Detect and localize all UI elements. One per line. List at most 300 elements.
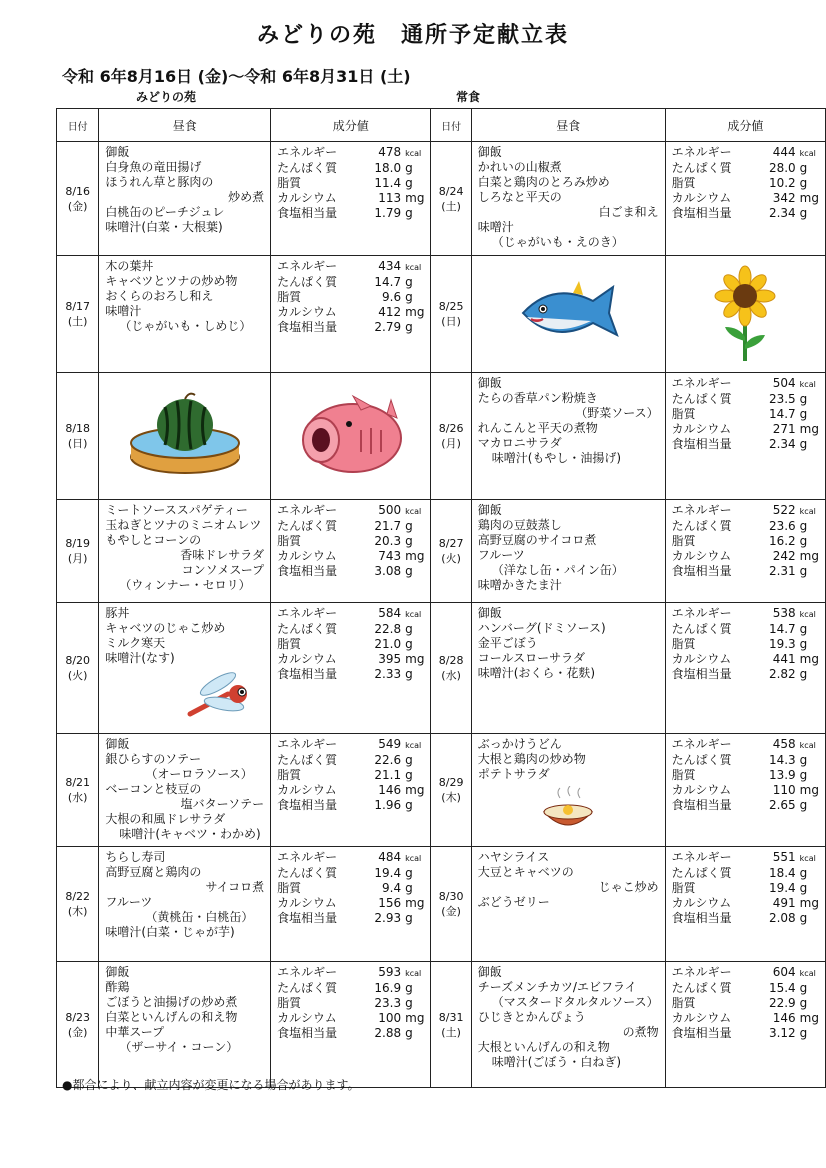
nutrient-unit: g [405,564,413,578]
nutrient-row-calcium [672,896,819,911]
nutrient-value: 18.4 [768,866,796,880]
menu-item: （野菜ソース） [575,406,659,420]
menu-item: 御飯 [105,145,130,159]
nutrient-name: カルシウム [671,896,732,910]
weekday-label: (土) [67,315,88,328]
nutrient-value: 21.0 [374,637,402,651]
nutrient-unit: g [405,176,413,190]
table-row [57,256,826,373]
header-nutrients-left: 成分値 [271,109,431,142]
nutrient-row-fat [277,996,424,1011]
nutrient-value: 11.4 [374,176,402,190]
menu-item: 味噌汁 [477,220,514,234]
nutrient-row-salt [277,1026,424,1041]
nutrient-value: 19.4 [768,881,796,895]
table-row [57,603,826,734]
nutrient-unit: g [799,392,808,406]
nutrient-unit: mg [799,896,819,910]
nutrient-value: 2.34 [768,437,796,451]
nutrient-value: 10.2 [768,176,796,190]
nutrient-unit: kcal [405,507,422,516]
menu-item: 白桃缶のピーチジュレ [105,205,225,219]
weekday-label: (金) [441,905,461,918]
nutrient-row-protein [672,981,819,996]
nutrient-unit: g [405,981,413,995]
nutrient-row-protein [277,519,424,534]
menu-item: （じゃがいも・えのき） [491,235,624,249]
nutrient-unit: mg [799,783,819,797]
nutrient-unit: mg [405,191,425,205]
nutrient-unit: g [405,753,413,767]
weekday-label: (木) [67,905,88,918]
nutrient-unit: g [799,753,808,767]
lunch-menu-cell [471,373,665,500]
nutrient-value: 3.08 [374,564,402,578]
table-row [57,373,826,500]
nutrient-name: エネルギー [277,965,338,979]
lunch-menu-cell [471,847,665,962]
nutrient-name: 脂質 [671,407,696,421]
nutrient-unit: g [405,1026,413,1040]
nutrient-row-calcium [277,652,424,667]
nutrient-unit: g [405,290,413,304]
nutrient-row-protein [277,866,424,881]
nutrient-name: 脂質 [277,176,302,190]
nutrient-row-fat [277,176,424,191]
lunch-menu-cell [471,962,665,1088]
nutrient-name: 脂質 [671,768,696,782]
nutrient-row-fat [277,768,424,783]
date-label: 8/18 [65,422,91,435]
menu-item: ごぼうと油揚げの炒め煮 [105,995,238,1009]
menu-item: ミートソーススパゲティー [105,503,248,517]
nutrient-cell [271,142,431,256]
nutrient-unit: kcal [799,741,816,750]
menu-item: 豚丼 [105,606,130,620]
weekday-label: (火) [441,552,461,565]
lunch-menu-cell [99,847,271,962]
weekday-label: (水) [441,669,461,682]
nutrient-row-protein [672,622,819,637]
nutrient-value: 15.4 [768,981,796,995]
nutrient-value: 2.31 [768,564,796,578]
nutrient-row-fat [672,407,819,422]
menu-item: 大豆とキャベツの [477,865,574,879]
date-cell [431,734,471,847]
weekday-label: (日) [441,315,461,328]
tuna-fish-illustration [471,256,665,373]
lunch-menu-cell [99,500,271,603]
menu-item: 高野豆腐のサイコロ煮 [477,533,597,547]
table-row [57,962,826,1088]
nutrient-unit: g [405,320,413,334]
nutrient-unit: g [405,798,413,812]
weekday-label: (火) [67,669,88,682]
date-cell [431,256,471,373]
menu-item: しろなと平天の [477,190,562,204]
menu-item: （ウィンナー・セロリ） [119,578,251,592]
nutrient-value: 14.7 [374,275,402,289]
nutrient-row-energy [277,965,424,981]
nutrient-name: たんぱく質 [671,392,732,406]
menu-item: 酢鶏 [105,980,130,994]
menu-item: ハンバーグ(ドミソース) [477,621,606,635]
nutrient-name: エネルギー [671,145,732,159]
nutrient-value: 584 [378,606,402,620]
nutrient-name: エネルギー [277,259,338,273]
nutrient-name: エネルギー [277,606,338,620]
nutrient-value: 14.3 [768,753,796,767]
nutrient-name: たんぱく質 [277,753,338,767]
nutrient-name: 脂質 [277,881,302,895]
nutrient-row-calcium [277,896,424,911]
nutrient-name: カルシウム [671,783,732,797]
nutrient-row-energy [277,259,424,275]
date-label: 8/27 [438,537,464,550]
nutrient-name: 食塩相当量 [671,564,732,578]
nutrient-value: 412 [378,305,402,319]
nutrient-unit: mg [799,422,819,436]
nutrient-unit: g [405,206,413,220]
nutrient-name: 脂質 [671,176,696,190]
nutrient-unit: g [405,637,413,651]
nutrient-value: 522 [772,503,796,517]
menu-item: 金平ごぼう [477,636,538,650]
nutrient-unit: mg [799,1011,819,1025]
nutrient-row-protein [672,161,819,176]
nutrient-row-energy [277,145,424,161]
nutrient-row-energy [277,503,424,519]
nutrient-value: 491 [772,896,796,910]
nutrient-row-calcium [277,305,424,320]
nutrient-unit: g [405,866,413,880]
nutrient-value: 3.12 [768,1026,796,1040]
nutrient-name: カルシウム [277,783,337,797]
weekday-label: (月) [441,437,461,450]
nutrient-value: 551 [772,850,796,864]
nutrient-row-salt [672,667,819,682]
nutrient-value: 2.33 [374,667,402,681]
nutrient-row-protein [277,753,424,768]
header-row [57,109,826,142]
weekday-label: (木) [441,791,461,804]
nutrient-value: 484 [378,850,402,864]
menu-item: （オーロラソース） [145,767,253,781]
date-cell [431,373,471,500]
menu-item: の煮物 [622,1025,659,1039]
date-cell [431,847,471,962]
nutrient-name: エネルギー [671,737,732,751]
nutrient-cell [271,847,431,962]
menu-item: 大根といんげんの和え物 [477,1040,610,1054]
date-label: 8/29 [438,776,464,789]
nutrient-row-energy [672,737,819,753]
menu-item: 味噌汁(もやし・油揚げ) [491,451,622,465]
nutrient-name: たんぱく質 [277,981,338,995]
menu-item: ぶっかけうどん [477,737,562,751]
nutrient-row-fat [277,290,424,305]
nutrient-name: たんぱく質 [671,753,732,767]
nutrient-name: 食塩相当量 [277,206,338,220]
nutrient-row-salt [672,1026,819,1041]
nutrient-unit: kcal [799,380,816,389]
nutrient-value: 444 [772,145,796,159]
menu-item: 御飯 [477,376,502,390]
weekday-label: (土) [441,199,461,213]
nutrient-row-salt [277,798,424,813]
menu-item: 味噌汁 [105,304,142,318]
nutrient-value: 21.7 [374,519,402,533]
date-label: 8/28 [438,654,464,667]
header-lunch-right: 昼食 [471,109,665,142]
nutrient-name: たんぱく質 [277,866,338,880]
date-cell [57,734,99,847]
lunch-menu-cell [471,142,665,256]
weekday-label: (土) [441,1025,461,1039]
nutrient-name: たんぱく質 [671,622,732,636]
weekday-label: (金) [67,1025,88,1039]
nutrient-value: 538 [772,606,796,620]
nutrient-row-energy [672,503,819,519]
nutrient-value: 478 [378,145,402,159]
nutrient-name: カルシウム [671,1011,732,1025]
nutrient-unit: g [799,1026,808,1040]
nutrient-row-salt [277,320,424,335]
nutrient-value: 21.1 [374,768,402,782]
menu-item: ほうれん草と豚肉の [105,175,214,189]
nutrient-value: 19.3 [768,637,796,651]
nutrient-unit: g [799,911,808,925]
nutrient-name: 食塩相当量 [671,437,732,451]
nutrient-unit: kcal [405,149,422,158]
menu-item: 白菜と鶏肉のとろみ炒め [477,175,610,189]
nutrient-row-protein [672,866,819,881]
date-cell [431,142,471,256]
nutrient-row-energy [277,850,424,866]
nutrient-value: 2.82 [768,667,796,681]
nutrient-unit: mg [405,896,425,910]
menu-item: 御飯 [105,737,130,751]
nutrient-unit: mg [405,1011,425,1025]
header-lunch-left: 昼食 [99,109,271,142]
nutrient-row-calcium [277,1011,424,1026]
nutrient-unit: kcal [405,854,422,863]
lunch-menu-cell [99,962,271,1088]
nutrient-value: 23.5 [768,392,796,406]
header-date-right: 日付 [431,109,471,142]
menu-item: 白ごま和え [598,205,659,219]
nutrient-name: エネルギー [671,965,732,979]
lunch-menu-cell [471,500,665,603]
nutrient-row-energy [672,376,819,392]
menu-item: ベーコンと枝豆の [105,782,202,796]
nutrient-row-calcium [277,191,424,206]
date-label: 8/30 [438,890,464,903]
weekday-label: (金) [67,199,88,213]
nutrient-name: カルシウム [671,191,732,205]
nutrient-value: 395 [378,652,402,666]
nutrient-value: 110 [772,783,796,797]
nutrient-value: 342 [772,191,796,205]
nutrient-unit: mg [799,191,819,205]
menu-item: ぶどうゼリー [477,895,550,909]
nutrient-unit: kcal [799,149,816,158]
nutrient-name: カルシウム [277,652,337,666]
nutrient-unit: mg [405,305,425,319]
period-range: 令和 6年8月16日 (金)～令和 6年8月31日 (土) [62,67,411,86]
nutrient-name: たんぱく質 [671,161,732,175]
nutrient-row-energy [277,606,424,622]
nutrient-value: 13.9 [768,768,796,782]
nutrient-row-protein [277,622,424,637]
menu-item: 味噌汁(キャベツ・わかめ) [119,827,261,841]
nutrient-unit: g [799,637,808,651]
dragonfly-illustration [105,670,264,730]
menu-item: コールスローサラダ [477,651,586,665]
nutrient-row-protein [277,981,424,996]
nutrient-row-fat [277,637,424,652]
nutrient-value: 23.3 [374,996,402,1010]
nutrient-unit: kcal [405,263,422,272]
nutrient-unit: mg [405,783,425,797]
weekday-label: (月) [67,552,88,565]
date-label: 8/22 [65,890,91,903]
nutrient-name: 食塩相当量 [277,320,338,334]
nutrient-row-salt [277,911,424,926]
nutrient-row-calcium [672,652,819,667]
nutrient-name: たんぱく質 [277,275,338,289]
nutrient-unit: g [405,161,413,175]
nutrient-value: 9.4 [382,881,402,895]
meal-type: 常食 [456,90,481,104]
menu-item: （じゃがいも・しめじ） [119,319,252,333]
menu-item: ひじきとかんぴょう [477,1010,586,1024]
nutrient-name: エネルギー [277,737,338,751]
sunflower-illustration [665,256,825,373]
menu-item: チーズメンチカツ/エビフライ [477,980,637,994]
nutrient-unit: g [799,176,808,190]
date-cell [431,500,471,603]
menu-item: キャベツとツナの炒め物 [105,274,238,288]
menu-item: 御飯 [477,606,502,620]
menu-item: ミルク寒天 [105,636,166,650]
nutrient-name: エネルギー [671,376,732,390]
date-label: 8/31 [438,1010,464,1024]
menu-item: おくらのおろし和え [105,289,214,303]
nutrient-row-salt [672,564,819,579]
nutrient-cell [271,603,431,734]
nutrient-row-energy [672,965,819,981]
nutrient-unit: g [799,881,808,895]
nutrient-unit: g [405,768,413,782]
nutrient-row-calcium [672,422,819,437]
nutrient-row-calcium [672,549,819,564]
nutrient-value: 2.88 [374,1026,402,1040]
date-label: 8/23 [65,1010,91,1024]
menu-item: れんこんと平天の煮物 [477,421,598,435]
nutrient-value: 743 [378,549,402,563]
nutrient-unit: kcal [405,741,422,750]
nutrient-row-protein [277,275,424,290]
menu-item: 銀ひらすのソテー [105,752,202,766]
nutrient-row-salt [277,206,424,221]
menu-item: 塩バターソテー [180,797,265,811]
nutrient-row-protein [277,161,424,176]
nutrient-value: 14.7 [768,407,796,421]
nutrient-value: 23.6 [768,519,796,533]
nutrient-cell [271,734,431,847]
nutrient-name: エネルギー [671,850,732,864]
menu-item: サイコロ煮 [205,880,265,894]
date-cell [57,256,99,373]
nutrient-unit: g [405,622,413,636]
menu-item: 中華スープ [105,1025,165,1039]
nutrient-name: カルシウム [671,652,732,666]
date-cell [431,962,471,1088]
nutrient-name: カルシウム [671,549,732,563]
nutrient-value: 9.6 [382,290,402,304]
nutrient-row-salt [672,798,819,813]
nutrient-name: カルシウム [277,305,337,319]
lunch-menu-cell [99,603,271,734]
menu-item: 香味ドレサラダ [180,548,265,562]
menu-item: 大根の和風ドレサラダ [105,812,226,826]
menu-item: 炒め煮 [228,190,265,204]
nutrient-name: 食塩相当量 [671,667,732,681]
nutrient-name: カルシウム [671,422,732,436]
menu-item: ハヤシライス [477,850,550,864]
nutrient-name: カルシウム [277,896,337,910]
nutrient-name: 食塩相当量 [277,911,338,925]
nutrient-value: 2.08 [768,911,796,925]
nutrient-unit: g [799,407,808,421]
nutrient-unit: mg [405,652,425,666]
nutrient-cell [665,962,825,1088]
nutrient-value: 22.6 [374,753,402,767]
nutrient-row-energy [672,850,819,866]
nutrient-value: 242 [772,549,796,563]
pig-mosquito-coil-illustration [271,373,431,500]
menu-item: 味噌汁(ごぼう・白ねぎ) [491,1055,622,1069]
menu-item: 白菜といんげんの和え物 [105,1010,238,1024]
nutrient-unit: g [799,981,808,995]
date-label: 8/21 [65,776,91,789]
menu-item: じゃこ炒め [598,880,659,894]
nutrient-unit: g [799,161,808,175]
nutrient-unit: g [799,564,808,578]
menu-item: 味噌汁(白菜・大根葉) [105,220,223,234]
nutrient-row-protein [672,519,819,534]
nutrient-unit: g [405,667,413,681]
nutrient-name: 食塩相当量 [277,1026,338,1040]
nutrient-row-fat [277,881,424,896]
nutrient-row-fat [672,176,819,191]
nutrient-value: 22.8 [374,622,402,636]
date-label: 8/19 [65,537,91,550]
date-label: 8/16 [65,184,91,198]
nutrient-value: 271 [772,422,796,436]
nutrient-value: 19.4 [374,866,402,880]
nutrient-row-salt [277,667,424,682]
nutrient-name: 食塩相当量 [671,911,732,925]
nutrient-unit: mg [405,549,425,563]
nutrient-cell [665,142,825,256]
nutrient-name: 脂質 [277,290,302,304]
menu-item: 御飯 [477,145,502,159]
nutrient-unit: g [799,622,808,636]
nutrient-value: 500 [378,503,402,517]
page-title: みどりの苑 通所予定献立表 [256,23,569,48]
